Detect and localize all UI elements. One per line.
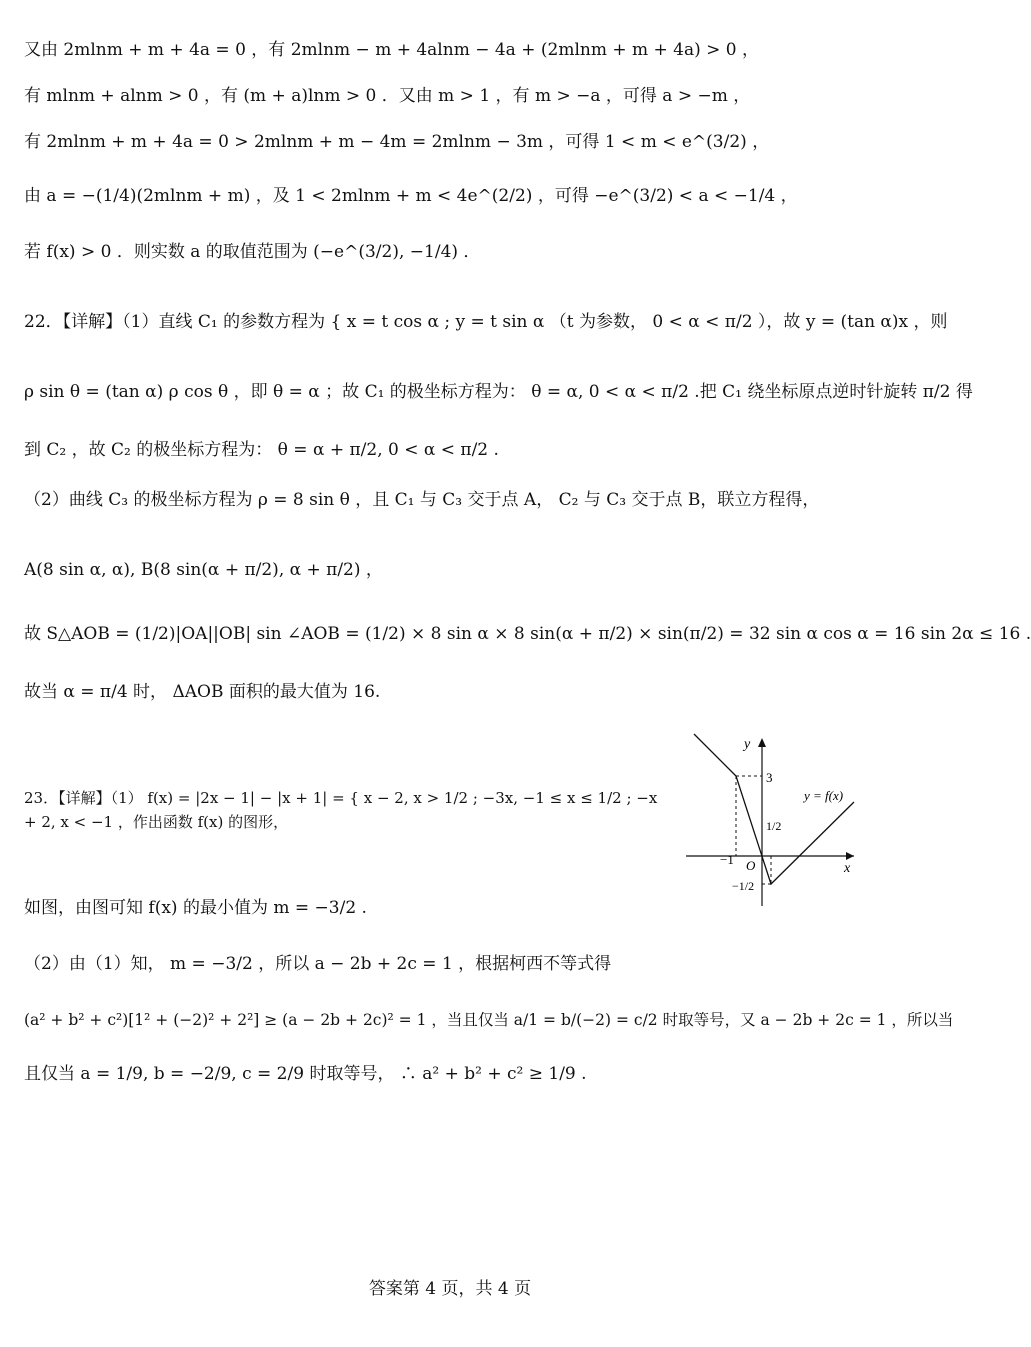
text-line: 由 a = −(1/4)(2mlnm + m) ，及 1 < 2mlnm + m < 4e^(2/2) ，可得 −e^(3/2) < a < −1/4 ， bbox=[24, 186, 798, 206]
function-graph bbox=[678, 730, 878, 910]
text-line: ρ sin θ = (tan α) ρ cos θ ，即 θ = α ；故 C₁ 的极坐标方程为： θ = α, 0 < α < π/2 .把 C₁ 绕坐标原点逆时针旋转 π/2 得 bbox=[24, 382, 973, 402]
tick-label-half: 1/2 bbox=[766, 819, 782, 833]
y-axis-arrow bbox=[758, 738, 766, 747]
text-line: 故 S△AOB = (1/2)|OA||OB| sin ∠AOB = (1/2) × 8 sin α × 8 sin(α + π/2) × sin(π/2) = 32 sin α cos α = 16 sin 2α ≤ 16 . bbox=[24, 624, 1031, 644]
tick-label-neg-half: −1/2 bbox=[732, 879, 755, 893]
x-axis-arrow bbox=[846, 852, 854, 860]
problem-22-heading: 22．【详解】（1）直线 C₁ 的参数方程为 { x = t cos α ; y = t sin α （t 为参数， 0 < α < π/2 ），故 y = (tan α)x ，则 bbox=[24, 312, 948, 332]
text-line: A(8 sin α, α), B(8 sin(α + π/2), α + π/2) ， bbox=[24, 560, 383, 580]
tick-label-neg1: −1 bbox=[720, 852, 734, 867]
curve-label: y = f(x) bbox=[804, 788, 844, 803]
text-line: （2）由（1）知， m = −3/2 ，所以 a − 2b + 2c = 1 ，根据柯西不等式得 bbox=[24, 954, 612, 974]
text-line: 故当 α = π/4 时， ΔAOB 面积的最大值为 16. bbox=[24, 682, 381, 702]
problem-23-heading: 23．【详解】（1） f(x) = |2x − 1| − |x + 1| = { x − 2, x > 1/2 ; −3x, −1 ≤ x ≤ 1/2 ; −x + 2, x < −1 ，作出函数 f(x) 的图形， bbox=[24, 789, 658, 831]
text-line: 如图，由图可知 f(x) 的最小值为 m = −3/2 . bbox=[24, 898, 367, 918]
page-footer: 答案第 4 页，共 4 页 bbox=[368, 1279, 532, 1299]
text-line: 若 f(x) > 0 ．则实数 a 的取值范围为 (−e^(3/2), −1/4) ． bbox=[24, 242, 481, 262]
text-line: 有 2mlnm + m + 4a = 0 > 2mlnm + m − 4m = 2mlnm − 3m ，可得 1 < m < e^(3/2) ， bbox=[24, 132, 770, 152]
y-axis-label: y bbox=[744, 737, 751, 752]
function-curve bbox=[694, 734, 854, 884]
text-line: 有 mlnm + alnm > 0 ，有 (m + a)lnm > 0 ．又由 m > 1 ，有 m > −a ，可得 a > −m ， bbox=[24, 86, 751, 106]
text-line: 又由 2mlnm + m + 4a = 0 ，有 2mlnm − m + 4alnm − 4a + (2mlnm + m + 4a) > 0 ， bbox=[24, 40, 760, 60]
text-line: 且仅当 a = 1/9, b = −2/9, c = 2/9 时取等号， ∴ a² + b² + c² ≥ 1/9 . bbox=[24, 1064, 587, 1084]
x-axis-label: x bbox=[844, 861, 851, 876]
text-line: (a² + b² + c²)[1² + (−2)² + 2²] ≥ (a − 2b + 2c)² = 1 ，当且仅当 a/1 = b/(−2) = c/2 时取等号，又 a − 2b + 2c = 1 ，所以当 bbox=[24, 1011, 954, 1029]
origin-label: O bbox=[746, 858, 756, 873]
text-line: （2）曲线 C₃ 的极坐标方程为 ρ = 8 sin θ ，且 C₁ 与 C₃ 交于点 A， C₂ 与 C₃ 交于点 B，联立方程得， bbox=[24, 490, 820, 510]
text-line: 到 C₂ ，故 C₂ 的极坐标方程为： θ = α + π/2, 0 < α < π/2 . bbox=[24, 440, 499, 460]
tick-label-3: 3 bbox=[766, 770, 773, 785]
